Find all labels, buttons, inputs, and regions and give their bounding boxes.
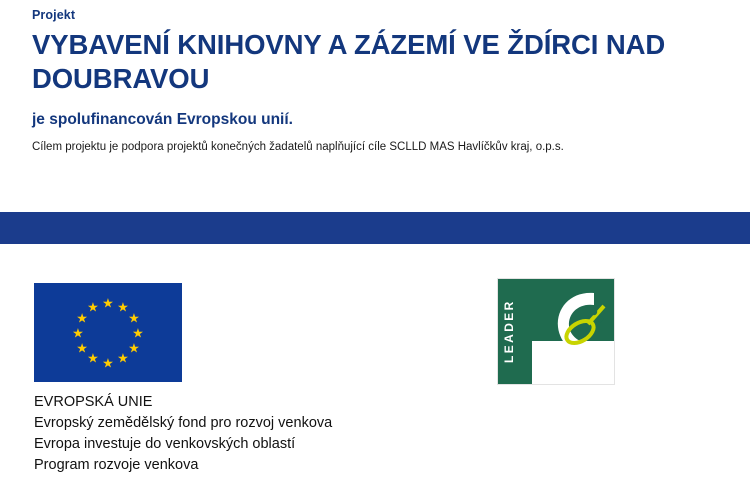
eu-star-icon: ★ [117, 350, 129, 366]
eu-star-icon: ★ [87, 299, 99, 315]
eu-star-icon: ★ [128, 310, 140, 325]
eu-star-icon: ★ [72, 325, 84, 340]
blue-divider-band [0, 212, 750, 244]
caption-line: Evropský zemědělský fond pro rozvoj venkova [34, 415, 333, 432]
leader-logo-icon [497, 278, 615, 385]
eu-stars-circle [34, 283, 182, 382]
leader-logo-sidebar [498, 279, 532, 384]
page-title: VYBAVENÍ KNIHOVNY A ZÁZEMÍ VE ŽDÍRCI NAD DOUBRAVOU [32, 29, 666, 94]
project-goal-note: Cílem projektu je podpora projektů konečných žadatelů naplňující cíle SCLLD MAS Havlíčkův kraj, o.p.s. [32, 141, 564, 154]
leader-logo-text: LEADER [502, 299, 516, 363]
caption-line: EVROPSKÁ UNIE [34, 394, 153, 410]
eu-star-icon: ★ [117, 299, 129, 315]
eu-star-icon: ★ [132, 325, 144, 340]
header-block [32, 8, 722, 155]
eu-star-icon: ★ [102, 355, 114, 370]
european-union-flag-icon [34, 283, 182, 382]
eu-star-icon: ★ [76, 310, 88, 325]
eu-star-icon: ★ [128, 340, 140, 355]
eu-star-icon: ★ [76, 340, 88, 355]
funding-subtitle: je spolufinancován Evropskou unií. [32, 111, 293, 129]
funding-caption [34, 392, 634, 477]
caption-line: Evropa investuje do venkovských oblastí [34, 436, 296, 453]
eu-star-icon: ★ [102, 295, 114, 310]
eu-star-icon: ★ [87, 350, 99, 366]
project-kicker: Projekt [32, 8, 76, 22]
leader-logo-graphic [532, 279, 614, 384]
caption-line: Program rozvoje venkova [34, 457, 199, 474]
leader-logo-mark-area [532, 279, 614, 384]
